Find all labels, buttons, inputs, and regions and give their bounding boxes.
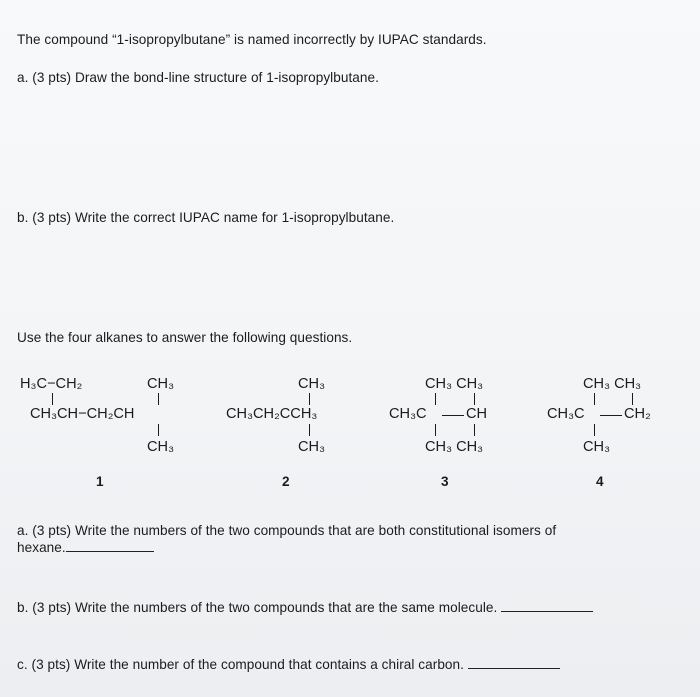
- compound-3-number: 3: [441, 474, 449, 489]
- compound-4-number: 4: [596, 474, 604, 489]
- compound-4-row1: CH₃ CH₃: [583, 376, 642, 392]
- question-2b: [17, 599, 593, 615]
- compound-4-bond-h: [600, 415, 622, 416]
- compound-1-row2: CH₃CH−CH₂CH: [30, 406, 135, 422]
- compound-2-bond-a: [309, 393, 310, 405]
- compound-2-bond-b: [309, 424, 310, 436]
- compound-4-bond-a: [594, 393, 595, 405]
- compound-2-number: 2: [282, 474, 290, 489]
- compound-4-row2-right: CH₂: [624, 406, 651, 422]
- question-1a: a. (3 pts) Draw the bond-line structure of 1-isopropylbutane.: [17, 70, 379, 85]
- compound-1-row1-left: H₃C−CH₂: [20, 376, 83, 392]
- question-2c-text: c. (3 pts) Write the number of the compound that contains a chiral carbon.: [17, 657, 464, 672]
- compound-3-bond-b: [474, 393, 475, 405]
- question-1b: b. (3 pts) Write the correct IUPAC name for 1-isopropylbutane.: [17, 210, 395, 225]
- compound-4-row2-left: CH₃C: [547, 406, 585, 422]
- compound-3-bond-d: [474, 424, 475, 436]
- compound-3-row2-right: CH: [466, 406, 488, 422]
- compound-3-bond-h: [442, 415, 464, 416]
- compound-2-row2: CH₃CH₂CCH₃: [226, 406, 318, 422]
- intro-text: The compound “1-isopropylbutane” is named incorrectly by IUPAC standards.: [17, 32, 487, 47]
- compound-1-bond-a: [52, 393, 53, 405]
- compound-2-row3: CH₃: [298, 439, 326, 455]
- answer-2b-blank[interactable]: [501, 599, 593, 612]
- answer-2c-blank[interactable]: [468, 656, 560, 669]
- instructions-text: Use the four alkanes to answer the following questions.: [17, 330, 353, 345]
- question-2b-text: b. (3 pts) Write the numbers of the two compounds that are the same molecule.: [17, 600, 498, 615]
- compound-4-bond-b: [632, 393, 633, 405]
- question-2a-line2: [17, 539, 154, 555]
- compound-3-bond-c: [435, 424, 436, 436]
- compound-4-row3: CH₃: [583, 439, 611, 455]
- compound-1-row1-right: CH₃: [147, 376, 175, 392]
- compound-1-bond-b: [158, 393, 159, 405]
- question-2c: [17, 656, 560, 672]
- compound-1-row3: CH₃: [147, 439, 175, 455]
- compound-2-row1: CH₃: [298, 376, 326, 392]
- compound-1-number: 1: [96, 474, 104, 489]
- compound-3-row2-left: CH₃C: [389, 406, 427, 422]
- question-2a-line1: a. (3 pts) Write the numbers of the two compounds that are both constitutional isomers of: [17, 523, 557, 538]
- compound-3-row3: CH₃ CH₃: [425, 439, 484, 455]
- question-2a-hexane: hexane.: [17, 540, 66, 555]
- compound-3-bond-a: [435, 393, 436, 405]
- answer-2a-blank[interactable]: [66, 539, 154, 552]
- compound-4-bond-c: [594, 424, 595, 436]
- compound-3-row1: CH₃ CH₃: [425, 376, 484, 392]
- compound-1-bond-c: [158, 424, 159, 436]
